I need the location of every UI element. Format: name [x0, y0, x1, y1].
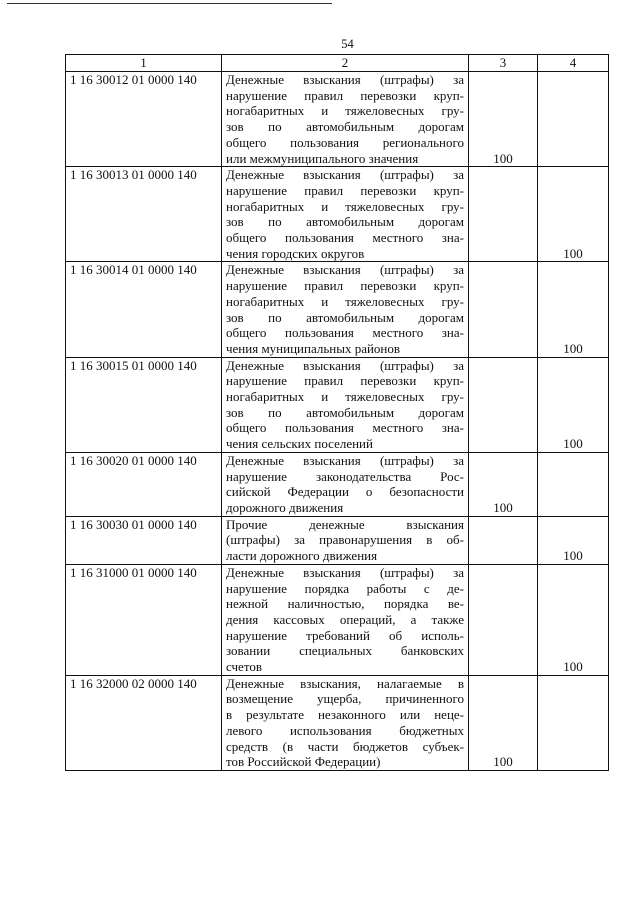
table-row	[66, 262, 609, 357]
description-line: в результате незаконного или неце-	[226, 707, 464, 723]
description-line: Денежные взыскания (штрафы) за	[226, 72, 464, 87]
budget-code-cell: 1 16 30012 01 0000 140	[66, 72, 222, 167]
description-line: зов по автомобильным дорогам	[226, 404, 464, 420]
description-line: (штрафы) за правонарушения в об-	[226, 532, 464, 548]
revenue-codes-table	[65, 54, 609, 771]
column-4-value: 100	[538, 357, 609, 452]
description-line: чения сельских поселений	[226, 436, 373, 452]
header-row	[66, 55, 609, 72]
description-line: сийской Федерации о безопасности	[226, 484, 464, 500]
description-line: зовании специальных банковских	[226, 643, 464, 659]
column-header-4: 4	[538, 55, 609, 72]
budget-code-cell: 1 16 30015 01 0000 140	[66, 357, 222, 452]
column-3-value	[469, 516, 538, 564]
column-header-3: 3	[469, 55, 538, 72]
column-header-1: 1	[66, 55, 222, 72]
description-line: общего пользования регионального	[226, 134, 464, 150]
column-4-value: 100	[538, 564, 609, 675]
description-line: Денежные взыскания (штрафы) за	[226, 564, 464, 580]
description-line: ногабаритных и тяжеловесных гру-	[226, 389, 464, 405]
description-line: левого использования бюджетных	[226, 722, 464, 738]
column-4-value: 100	[538, 167, 609, 262]
description-line: зов по автомобильным дорогам	[226, 309, 464, 325]
column-3-value	[469, 357, 538, 452]
column-4-value	[538, 72, 609, 167]
description-line: зов по автомобильным дорогам	[226, 214, 464, 230]
description-line: ногабаритных и тяжеловесных гру-	[226, 103, 464, 119]
budget-code-cell: 1 16 30014 01 0000 140	[66, 262, 222, 357]
description-line: тов Российской Федерации)	[226, 754, 381, 770]
budget-code-cell: 1 16 31000 01 0000 140	[66, 564, 222, 675]
description-cell	[222, 564, 469, 675]
description-line: средств (в части бюджетов субъек-	[226, 738, 464, 754]
description-cell	[222, 516, 469, 564]
table-row	[66, 452, 609, 516]
description-cell	[222, 72, 469, 167]
description-line: дорожного движения	[226, 499, 344, 515]
description-line: ногабаритных и тяжеловесных гру-	[226, 293, 464, 309]
table-row	[66, 357, 609, 452]
description-cell	[222, 167, 469, 262]
description-line: Денежные взыскания (штрафы) за	[226, 167, 464, 183]
budget-code-cell: 1 16 30020 01 0000 140	[66, 452, 222, 516]
page-number: 54	[341, 37, 354, 51]
description-line: нарушение требований об исполь-	[226, 627, 464, 643]
description-line: зов по автомобильным дорогам	[226, 119, 464, 135]
description-line: Денежные взыскания (штрафы) за	[226, 262, 464, 278]
description-line: нарушение законодательства Рос-	[226, 468, 464, 484]
description-line: общего пользования местного зна-	[226, 420, 464, 436]
column-4-value: 100	[538, 516, 609, 564]
description-line: общего пользования местного зна-	[226, 230, 464, 246]
budget-code-cell: 1 16 32000 02 0000 140	[66, 675, 222, 770]
description-line: нарушение правил перевозки круп-	[226, 87, 464, 103]
description-line: чения городских округов	[226, 245, 365, 261]
description-line: общего пользования местного зна-	[226, 325, 464, 341]
description-cell	[222, 452, 469, 516]
column-4-value: 100	[538, 262, 609, 357]
description-line: счетов	[226, 659, 262, 675]
column-3-value	[469, 167, 538, 262]
description-line: нарушение правил перевозки круп-	[226, 182, 464, 198]
description-cell	[222, 262, 469, 357]
table-row	[66, 167, 609, 262]
column-3-value: 100	[469, 675, 538, 770]
description-line: чения муниципальных районов	[226, 340, 401, 356]
description-line: Денежные взыскания (штрафы) за	[226, 452, 464, 468]
column-header-2: 2	[222, 55, 469, 72]
description-line: нарушение правил перевозки круп-	[226, 373, 464, 389]
description-cell	[222, 675, 469, 770]
description-line: Денежные взыскания, налагаемые в	[226, 675, 464, 691]
column-3-value	[469, 564, 538, 675]
table-row	[66, 675, 609, 770]
column-4-value	[538, 452, 609, 516]
column-3-value	[469, 262, 538, 357]
description-line: возмещение ущерба, причиненного	[226, 691, 464, 707]
description-line: Прочие денежные взыскания	[226, 516, 464, 532]
description-line: нарушение порядка работы с де-	[226, 580, 464, 596]
column-3-value: 100	[469, 452, 538, 516]
budget-code-cell: 1 16 30013 01 0000 140	[66, 167, 222, 262]
column-4-value	[538, 675, 609, 770]
description-line: дения кассовых операций, а также	[226, 611, 464, 627]
description-line: нарушение правил перевозки круп-	[226, 278, 464, 294]
description-line: Денежные взыскания (штрафы) за	[226, 357, 464, 373]
column-3-value: 100	[469, 72, 538, 167]
top-rule	[7, 3, 332, 4]
table-row	[66, 564, 609, 675]
table-row	[66, 516, 609, 564]
description-line: или межмуниципального значения	[226, 150, 419, 166]
table-row	[66, 72, 609, 167]
description-line: ласти дорожного движения	[226, 548, 378, 564]
budget-code-cell: 1 16 30030 01 0000 140	[66, 516, 222, 564]
description-line: ногабаритных и тяжеловесных гру-	[226, 198, 464, 214]
description-line: нежной наличностью, порядка ве-	[226, 596, 464, 612]
description-cell	[222, 357, 469, 452]
